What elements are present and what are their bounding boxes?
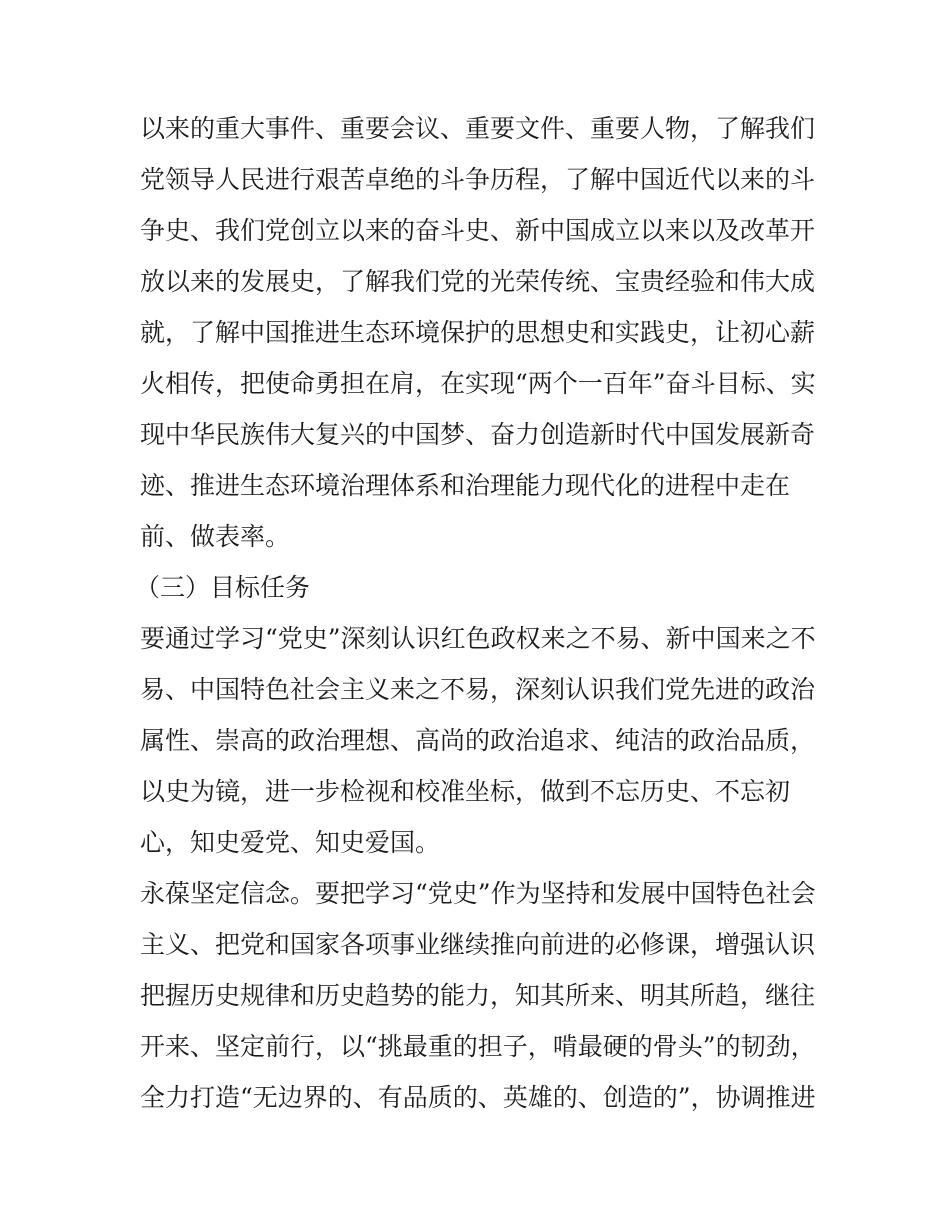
section-heading: （三）目标任务 (135, 573, 311, 602)
text-line: 把握历史规律和历史趋势的能力，知其所来、明其所趋，继往 (140, 981, 816, 1010)
text-line: 以史为镜，进一步检视和校准坐标，做到不忘历史、不忘初 (140, 777, 791, 806)
text-line: 以来的重大事件、重要会议、重要文件、重要人物，了解我们 (140, 114, 816, 143)
text-line: 党领导人民进行艰苦卓绝的斗争历程，了解中国近代以来的斗 (140, 165, 816, 194)
text-line: 就，了解中国推进生态环境保护的思想史和实践史，让初心薪 (140, 318, 816, 347)
text-line: 易、中国特色社会主义来之不易，深刻认识我们党先进的政治 (140, 675, 816, 704)
text-line: 永葆坚定信念。要把学习“党史”作为坚持和发展中国特色社会 (140, 879, 816, 908)
text-line: 迹、推进生态环境治理体系和治理能力现代化的进程中走在 (140, 471, 791, 500)
text-line: 属性、崇高的政治理想、高尚的政治追求、纯洁的政治品质， (140, 726, 816, 755)
text-line: 现中华民族伟大复兴的中国梦、奋力创造新时代中国发展新奇 (140, 420, 816, 449)
text-line: 争史、我们党创立以来的奋斗史、新中国成立以来以及改革开 (140, 216, 816, 245)
text-line: 主义、把党和国家各项事业继续推向前进的必修课，增强认识 (140, 930, 816, 959)
text-line: 开来、坚定前行，以“挑最重的担子，啃最硬的骨头”的韧劲， (140, 1032, 816, 1061)
text-line: 放以来的发展史，了解我们党的光荣传统、宝贵经验和伟大成 (140, 267, 816, 296)
text-line: 全力打造“无边界的、有品质的、英雄的、创造的”，协调推进 (140, 1083, 816, 1112)
text-line: 前、做表率。 (140, 522, 291, 551)
text-line: 火相传，把使命勇担在肩，在实现“两个一百年”奋斗目标、实 (140, 369, 816, 398)
text-line: 心，知史爱党、知史爱国。 (140, 828, 441, 857)
text-line: 要通过学习“党史”深刻认识红色政权来之不易、新中国来之不 (140, 624, 816, 653)
